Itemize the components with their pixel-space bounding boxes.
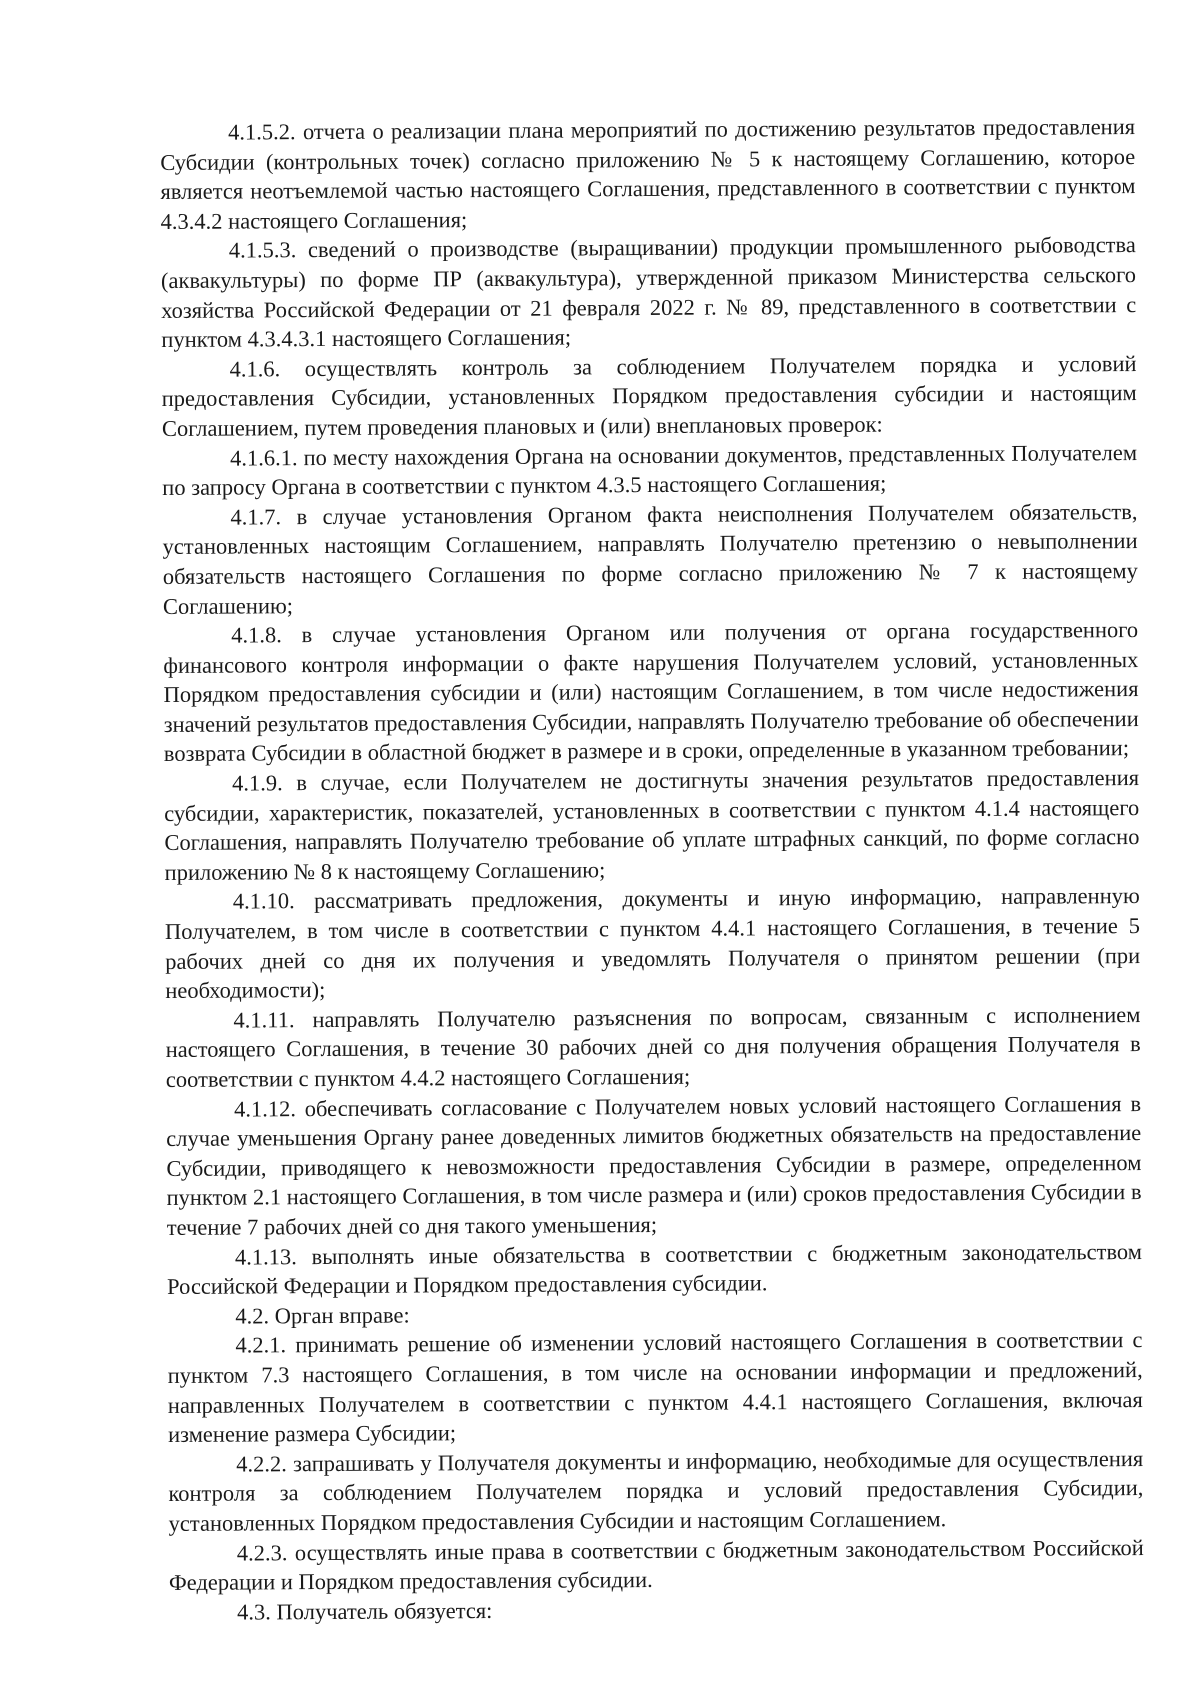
paragraph-4-2-1: 4.2.1. принимать решение об изменении условий настоящего Соглашения в соответствии с пунктом 7.3 настоящего Соглашения, в том числе на основании информации и предложений, направленных Получателем в соответствии с пунктом 4.4.1 настоящего Соглашения, включая изменение размера Субсидии; — [167, 1327, 1143, 1448]
paragraph-4-2-3: 4.2.3. осуществлять иные права в соответствии с бюджетным законодательством Российской Федерации и Порядком предоставления субсидии. — [168, 1534, 1144, 1596]
section-heading-4-2: 4.2. Орган вправе: — [235, 1302, 410, 1329]
paragraph-4-1-13: 4.1.13. выполнять иные обязательства в соответствии с бюджетным законодательством Российской Федерации и Порядком предоставления субсидии. — [167, 1238, 1143, 1300]
paragraph-4-1-7: 4.1.7. в случае установления Органом факта неисполнения Получателем обязательств, установленных настоящим Соглашением, направлять Получателю претензию о невыполнении обязательств настоящего Соглашения по форме согласно приложению № 7 к настоящему Соглашению; — [162, 498, 1138, 619]
paragraph-4-1-5-2: 4.1.5.2. отчета о реализации плана мероприятий по достижению результатов предоставления Субсидии (контрольных точек) согласно приложению № 5 к настоящему Соглашению, которое является неотъемлемой частью настоящего Соглашения, представленного в соответствии с пунктом 4.3.4.2 настоящего Соглашения; — [160, 114, 1136, 234]
section-heading-4-3: 4.3. Получатель обязуется: — [237, 1597, 493, 1625]
paragraph-4-1-8: 4.1.8. в случае установления Органом или получения от органа государственного финансового контроля информации о факте нарушения Получателем условий, установленных Порядком предоставления субсидии и (или) настоящим Соглашением, в том числе недостижения значений результатов предоставления Субсидии, направлять Получателю требование об обеспечении возврата Субсидии в областной бюджет в размере и в сроки, определенные в указанном требовании; — [163, 617, 1139, 767]
paragraph-4-1-5-3: 4.1.5.3. сведений о производстве (выращивании) продукции промышленного рыбоводства (аквакультуры) по форме ПР (аквакультура), утвержденной приказом Министерства сельского хозяйства Российской Федерации от 21 февраля 2022 г. № 89, представленного в соответствии с пунктом 4.3.4.3.1 настоящего Соглашения; — [160, 232, 1137, 353]
paragraph-4-1-11: 4.1.11. направлять Получателю разъяснения по вопросам, связанным с исполнением настоящего Соглашения, в течение 30 рабочих дней со дня получения обращения Получателя в соответствии с пунктом 4.4.2 настоящего Соглашения; — [165, 1001, 1141, 1092]
paragraph-4-1-6-1: 4.1.6.1. по месту нахождения Органа на основании документов, представленных Получателем по запросу Органа в соответствии с пунктом 4.3.5 настоящего Соглашения; — [162, 439, 1138, 501]
paragraph-4-1-10: 4.1.10. рассматривать предложения, документы и иную информацию, направленную Получателем, в том числе в соответствии с пунктом 4.4.1 настоящего Соглашения, в течение 5 рабочих дней со дня их получения и уведомлять Получателя о принятом решении (при необходимости); — [164, 883, 1141, 1004]
paragraph-4-1-9: 4.1.9. в случае, если Получателем не достигнуты значения результатов предоставления субсидии, характеристик, показателей, установленных в соответствии с пунктом 4.1.4 настоящего Соглашения, направлять Получателю требование об уплате штрафных санкций, по форме согласно приложению № 8 к настоящему Соглашению; — [164, 765, 1140, 885]
paragraph-4-2-2: 4.2.2. запрашивать у Получателя документы и информацию, необходимые для осуществления контроля за соблюдением Получателем порядка и условий предоставления Субсидии, установленных Порядком предоставления Субсидии и настоящим Соглашением. — [168, 1445, 1144, 1536]
paragraph-4-1-6: 4.1.6. осуществлять контроль за соблюдением Получателем порядка и условий предоставления Субсидии, установленных Порядком предоставления субсидии и настоящим Соглашением, путем проведения плановых и (или) внеплановых проверок: — [161, 350, 1137, 441]
paragraph-4-1-12: 4.1.12. обеспечивать согласование с Получателем новых условий настоящего Соглашения в случае уменьшения Органу ранее доведенных лимитов бюджетных обязательств на предоставление Субсидии, приводящего к невозможности предоставления Субсидии в размере, определенном пунктом 2.1 настоящего Соглашения, в том числе размера и (или) сроков предоставления Субсидии в течение 7 рабочих дней со дня такого уменьшения; — [166, 1090, 1142, 1240]
document-body — [160, 112, 1144, 1627]
